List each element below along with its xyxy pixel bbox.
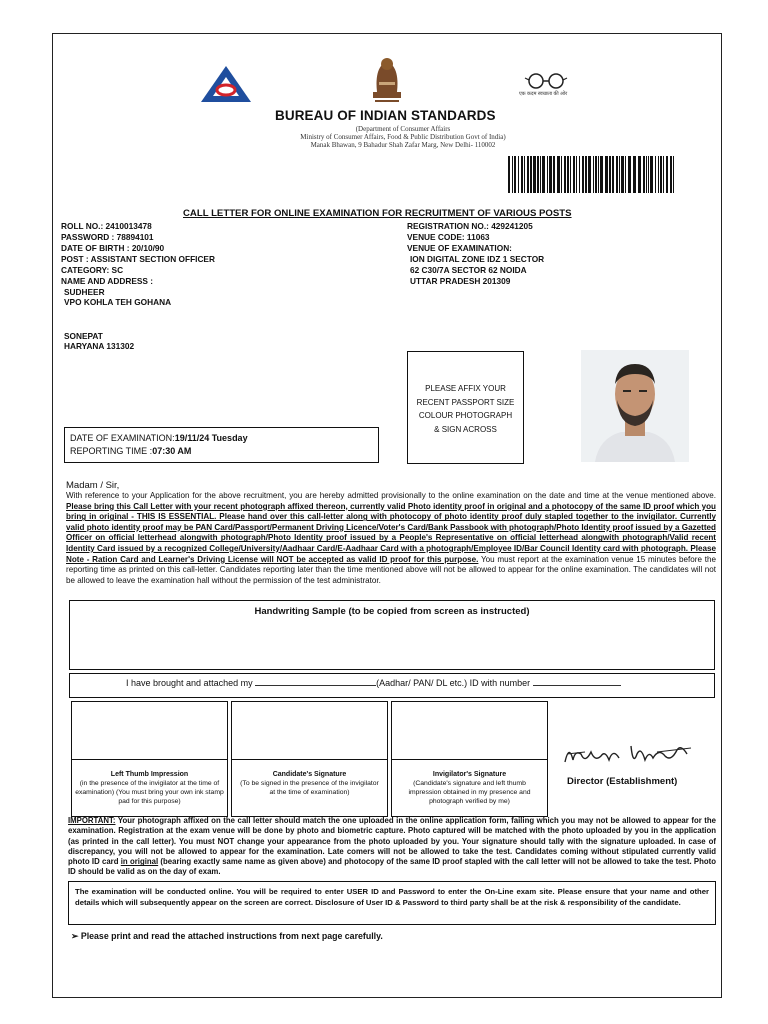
- barcode-bar: [508, 156, 510, 193]
- swachh-text: एक कदम स्वच्छता की ओर: [519, 91, 568, 97]
- barcode-bar: [521, 156, 523, 193]
- venue-line-1: ION DIGITAL ZONE IDZ 1 SECTOR: [410, 254, 545, 264]
- candidate-signature-desc: (To be signed in the presence of the invigilator at the time of examination): [240, 780, 379, 796]
- id-declaration-box: [69, 673, 715, 698]
- invigilator-signature-title: Invigilator's Signature: [432, 771, 507, 778]
- barcode-bar: [628, 156, 631, 193]
- photo-box-line-2: RECENT PASSPORT SIZE: [416, 397, 515, 407]
- barcode-bar: [576, 156, 577, 193]
- thumb-impression-title: Left Thumb Impression: [110, 771, 189, 778]
- barcode-bar: [600, 156, 603, 193]
- id-type-blank: [255, 685, 376, 686]
- venue-label: VENUE OF EXAMINATION:: [407, 243, 512, 253]
- thumb-impression-desc: (in the presence of the invigilator at the time of examination) (You must bring your own ink stamp pad for this purpose): [75, 780, 224, 805]
- exam-date-label: DATE OF EXAMINATION:: [70, 433, 175, 443]
- id-number-blank: [533, 685, 621, 686]
- barcode-bar: [514, 156, 516, 193]
- photo-box-line-1: PLEASE AFFIX YOUR: [425, 384, 506, 393]
- registration-no: REGISTRATION NO.: 429241205: [407, 221, 533, 231]
- address-line-3: HARYANA 131302: [64, 341, 135, 351]
- reporting-time-value: 07:30 AM: [152, 446, 192, 456]
- date-of-birth: DATE OF BIRTH : 20/10/90: [61, 243, 165, 253]
- footer-note-text: Please print and read the attached instructions from next page carefully.: [80, 931, 383, 941]
- handwriting-sample-box: [69, 600, 715, 670]
- barcode-bar: [561, 156, 562, 193]
- footer-note: [71, 931, 383, 942]
- barcode-bar: [530, 156, 532, 193]
- barcode: [508, 156, 676, 193]
- barcode-bar: [650, 156, 653, 193]
- arrow-bullet-icon: ➢: [71, 931, 81, 941]
- barcode-bar: [625, 156, 626, 193]
- id-line-middle: (Aadhar/ PAN/ DL etc.) ID with number: [376, 678, 533, 688]
- barcode-bar: [553, 156, 555, 193]
- dept-line2: Ministry of Consumer Affairs, Food & Public Distribution Govt of India): [300, 133, 506, 141]
- id-line-prefix: I have brought and attached my: [126, 678, 256, 688]
- barcode-bar: [643, 156, 645, 193]
- invigilator-signature-box: [391, 701, 548, 817]
- barcode-bar: [542, 156, 545, 193]
- letter-reporting-rules: You must report at the examination venue 15 minutes before the reporting time as printed on this call-letter. Candidates reporting later than the time mentioned above will not be allowed to appear for the online examination. The candidates will not be allowed to leave the examination hall without the permission of the test administrator.: [66, 554, 716, 585]
- barcode-bar: [540, 156, 541, 193]
- barcode-bar: [527, 156, 529, 193]
- bis-logo-icon: [199, 64, 253, 104]
- barcode-bar: [547, 156, 548, 193]
- roll-no: ROLL NO.: 2410013478: [61, 221, 152, 231]
- barcode-bar: [646, 156, 647, 193]
- barcode-bar: [638, 156, 641, 193]
- barcode-bar: [588, 156, 591, 193]
- post: POST : ASSISTANT SECTION OFFICER: [61, 254, 215, 264]
- barcode-bar: [549, 156, 552, 193]
- candidate-name: SUDHEER: [64, 287, 105, 297]
- barcode-bar: [533, 156, 536, 193]
- letter-intro: With reference to your Application for the above recruitment, you are hereby admitted provisionally to the online examination on the date and time at the venue mentioned above.: [66, 491, 716, 500]
- thumb-impression-box: [71, 701, 228, 817]
- barcode-bar: [598, 156, 599, 193]
- barcode-bar: [573, 156, 575, 193]
- barcode-bar: [648, 156, 649, 193]
- barcode-bar: [673, 156, 674, 193]
- salutation: Madam / Sir,: [66, 480, 120, 491]
- director-designation: Director (Establishment): [567, 776, 678, 787]
- barcode-bar: [633, 156, 636, 193]
- national-emblem-icon: [367, 52, 407, 104]
- candidate-signature-title: Candidate's Signature: [272, 771, 347, 778]
- barcode-bar: [670, 156, 672, 193]
- barcode-bar: [567, 156, 569, 193]
- call-letter-page: [52, 33, 722, 998]
- barcode-bar: [564, 156, 566, 193]
- barcode-bar: [612, 156, 614, 193]
- call-letter-title: CALL LETTER FOR ONLINE EXAMINATION FOR RECRUITMENT OF VARIOUS POSTS: [183, 208, 572, 219]
- photo-affix-box: [407, 351, 524, 464]
- org-name: BUREAU OF INDIAN STANDARDS: [275, 108, 496, 123]
- barcode-bar: [666, 156, 668, 193]
- category: CATEGORY: SC: [61, 265, 124, 275]
- letter-body: [66, 491, 716, 586]
- barcode-bar: [579, 156, 580, 193]
- director-signature-image: [561, 740, 697, 770]
- barcode-bar: [582, 156, 584, 193]
- barcode-bar: [658, 156, 659, 193]
- candidate-signature-box: [231, 701, 388, 817]
- dept-line1: (Department of Consumer Affairs: [355, 125, 451, 133]
- barcode-bar: [621, 156, 624, 193]
- venue-line-3: UTTAR PRADESH 201309: [410, 276, 511, 286]
- important-text-2: (bearing exactly same name as given above) and photocopy of the same ID proof stapled with the call letter will not be allowed to take the test. Photo ID should be valid as on the day of exam.: [68, 857, 716, 877]
- reporting-time-label: REPORTING TIME :: [70, 446, 153, 456]
- address-line-1: VPO KOHLA TEH GOHANA: [64, 297, 172, 307]
- barcode-bar: [512, 156, 513, 193]
- candidate-photo: [581, 350, 689, 462]
- barcode-bar: [660, 156, 662, 193]
- invigilator-signature-desc: (Candidate's signature and left thumb impression obtained in my presence and photograph verified by me): [408, 780, 531, 805]
- swachh-bharat-glasses-icon: [523, 72, 569, 90]
- barcode-bar: [616, 156, 618, 193]
- barcode-bar: [595, 156, 597, 193]
- barcode-bar: [609, 156, 611, 193]
- address-line-2: SONEPAT: [64, 331, 103, 341]
- barcode-bar: [524, 156, 525, 193]
- important-in-original: in original: [120, 857, 159, 867]
- venue-code: VENUE CODE: 11063: [407, 232, 490, 242]
- barcode-bar: [605, 156, 608, 193]
- barcode-bar: [585, 156, 587, 193]
- exam-date-value: 19/11/24 Tuesday: [174, 433, 248, 443]
- important-label: IMPORTANT:: [68, 816, 116, 825]
- barcode-bar: [655, 156, 656, 193]
- barcode-bar: [518, 156, 519, 193]
- barcode-bar: [570, 156, 571, 193]
- handwriting-sample-label: Handwriting Sample (to be copied from screen as instructed): [254, 606, 530, 617]
- password: PASSWORD : 78894101: [61, 232, 154, 242]
- exam-date-box: [64, 427, 379, 463]
- barcode-bar: [663, 156, 664, 193]
- address-line: Manak Bhawan, 9 Bahadur Shah Zafar Marg, New Delhi- 110002: [310, 141, 496, 149]
- photo-box-line-3: COLOUR PHOTOGRAPH: [418, 411, 513, 420]
- barcode-bar: [593, 156, 594, 193]
- barcode-bar: [619, 156, 620, 193]
- online-exam-note: The examination will be conducted online. You will be required to enter USER ID and Password to enter the On-Line exam site. Please ensure that your name and other details which will subsequently appear on the screen are correct. Disclosure of User ID & Password to third party shall be at the risk & responsibility of the candidate.: [68, 881, 716, 925]
- important-notice: [68, 816, 716, 878]
- name-address-label: NAME AND ADDRESS :: [61, 276, 154, 286]
- barcode-bar: [537, 156, 539, 193]
- venue-line-2: 62 C30/7A SECTOR 62 NOIDA: [410, 265, 527, 275]
- barcode-bar: [557, 156, 560, 193]
- important-text-1: Your photograph affixed on the call letter should match the one uploaded in the online application form, failing which you may not be allowed to appear for the examination. Registration at the exam venue will be done by photo and biometric capture. Photo captured will be matched with the photo uploaded by you in the application (as printed in the call letter). You must NOT change your appearance from the photo uploaded by you. Your signature should tally with the signature uploaded. In case of discrepancy, you will not be allowed to appear for the examination. Late comers will not be allowed to take the test. Candidates coming without stipulated currently valid photo ID card: [68, 816, 716, 867]
- photo-box-line-4: & SIGN ACROSS: [434, 424, 497, 434]
- letter-id-proof-requirements: Please bring this Call Letter with your recent photograph affixed thereon, currently valid Photo identity proof in original and a photocopy of the same ID proof which you bring in original - THIS IS ESSENTIAL. Please hand over this call-letter along with photocopy of photo identity proof duly stapled together to the invigilator. Currently valid photo identity proof may be PAN Card/Passport/Permanent Driving Licence/Voter's Card/Bank Passbook with photograph/Photo Identity proof issued by a Gazetted Officer on official letterhead alongwith photograph/Photo Identity proof issued by a People's Representative on official letterhead alongwith photograph/Valid recent Identity Card issued by a recognized College/University/Aadhaar Card/E-Aadhaar Card with a photograph/Employee ID/Bar Council Identity card with photograph. Please Note - Ration Card and Learner's Driving License will NOT be accepted as valid ID proof for this purpose.: [66, 501, 716, 564]
